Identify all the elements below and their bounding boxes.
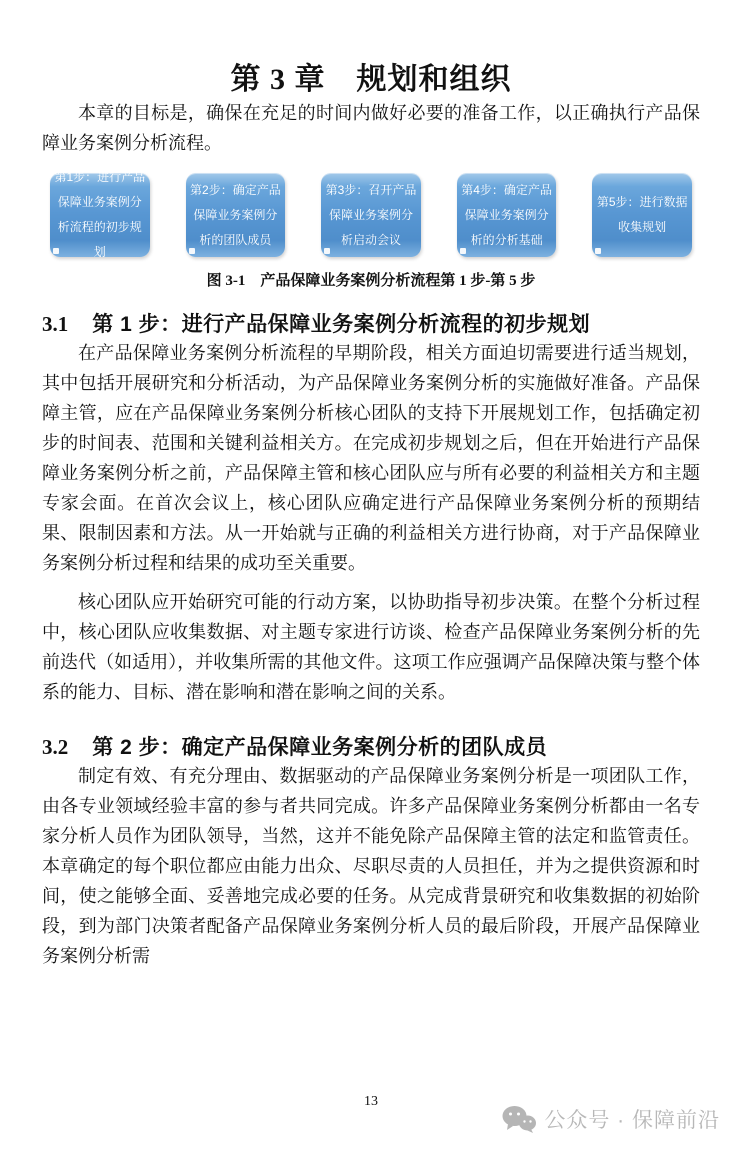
body-paragraph: 制定有效、有充分理由、数据驱动的产品保障业务案例分析是一项团队工作，由各专业领域经验丰富的参与者共同完成。许多产品保障业务案例分析都由一名专家分析人员作为团队领导，当然，这并不能免除产品保障主管的法定和监管责任。本章确定的每个职位都应由能力出众、尽职尽责的人员担任，并为之提供资源和时间，使之能够全面、妥善地完成必要的任务。从完成背景研究和收集数据的初始阶段，到为部门决策者配备产品保障业务案例分析人员的最后阶段，开展产品保障业务案例分析需 bbox=[42, 766, 700, 966]
page-number: 13 bbox=[364, 1094, 378, 1109]
process-flow-diagram bbox=[42, 172, 700, 258]
section-title: 第 1 步：进行产品保障业务案例分析流程的初步规划 bbox=[92, 313, 591, 336]
chapter-title: 第 3 章 规划和组织 bbox=[230, 63, 512, 96]
body-paragraph: 核心团队应开始研究可能的行动方案，以协助指导初步决策。在整个分析过程中，核心团队应收集数据、对主题专家进行访谈、检查产品保障业务案例分析的先前迭代（如适用），并收集所需的其他文件。这项工作应强调产品保障决策与整个体系的能力、目标、潜在影响和潜在影响之间的关系。 bbox=[42, 592, 700, 702]
body-paragraph: 在产品保障业务案例分析流程的早期阶段，相关方面迫切需要进行适当规划，其中包括开展研究和分析活动，为产品保障业务案例分析的实施做好准备。产品保障主管，应在产品保障业务案例分析核心团队的支持下开展规划工作，包括确定初步的时间表、范围和关键利益相关方。在完成初步规划之后，但在开始进行产品保障业务案例分析之前，产品保障主管和核心团队应与所有必要的利益相关方和主题专家会面。在首次会议上，核心团队应确定进行产品保障业务案例分析的预期结果、限制因素和方法。从一开始就与正确的利益相关方进行协商，对于产品保障业务案例分析过程和结果的成功至关重要。 bbox=[42, 343, 700, 573]
flow-step-4: 第4步：确定产品保障业务案例分析的分析基础 bbox=[457, 173, 557, 257]
section-heading-3-1 bbox=[42, 308, 700, 338]
section-number: 3.2 bbox=[42, 735, 69, 759]
section-number: 3.1 bbox=[42, 312, 69, 336]
right-arrow-icon bbox=[421, 199, 457, 231]
wechat-icon bbox=[502, 1105, 536, 1133]
intro-paragraph: 本章的目标是，确保在充足的时间内做好必要的准备工作，以正确执行产品保障业务案例分析流程。 bbox=[42, 103, 700, 153]
right-arrow-icon bbox=[150, 199, 186, 231]
watermark-text: 公众号 · 保障前沿 bbox=[544, 1109, 720, 1132]
flow-step-1: 第1步：进行产品保障业务案例分析流程的初步规划 bbox=[50, 173, 150, 257]
right-arrow-icon bbox=[556, 199, 592, 231]
flow-step-2: 第2步：确定产品保障业务案例分析的团队成员 bbox=[186, 173, 286, 257]
section-title: 第 2 步：确定产品保障业务案例分析的团队成员 bbox=[92, 736, 548, 759]
flow-step-5: 第5步：进行数据收集规划 bbox=[592, 173, 692, 257]
section-heading-3-2 bbox=[42, 731, 700, 761]
wechat-watermark bbox=[502, 1104, 720, 1134]
flow-step-3: 第3步：召开产品保障业务案例分析启动会议 bbox=[321, 173, 421, 257]
figure-caption: 图 3-1 产品保障业务案例分析流程第 1 步-第 5 步 bbox=[206, 273, 536, 289]
right-arrow-icon bbox=[285, 199, 321, 231]
